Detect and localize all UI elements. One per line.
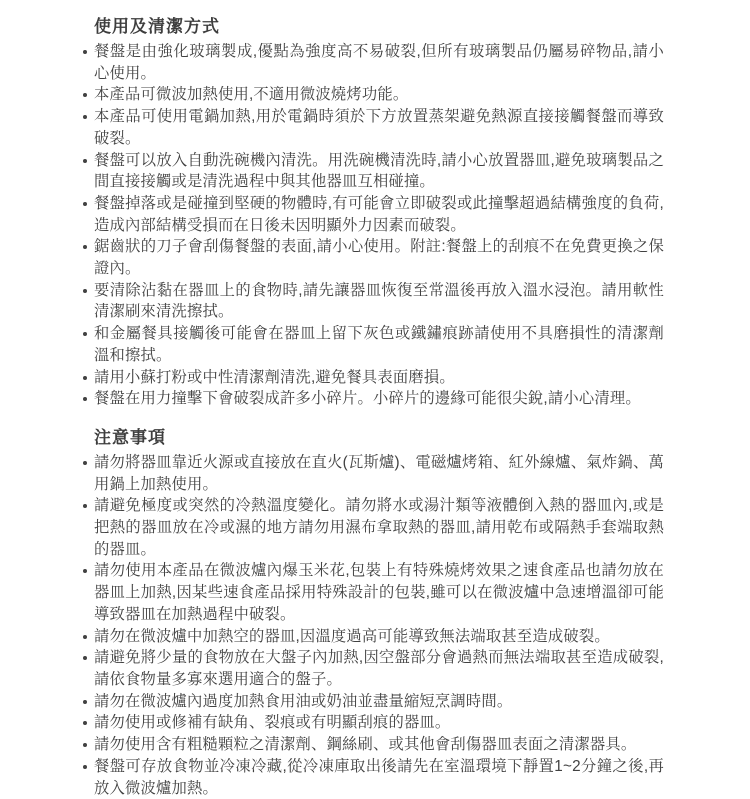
list-item: 請用小蘇打粉或中性清潔劑清洗,避免餐具表面磨損。 <box>94 367 664 389</box>
section-title-cautions: 注意事項 <box>94 427 166 447</box>
usage-cleaning-list <box>94 41 664 410</box>
list-item: 餐盤是由強化玻璃製成,優點為強度高不易破裂,但所有玻璃製品仍屬易碎物品,請小心使用。 <box>94 41 664 84</box>
list-item: 餐盤掉落或是碰撞到堅硬的物體時,有可能會立即破裂或此撞擊超過結構強度的負荷,造成內部結構受損而在日後未因明顯外力因素而破裂。 <box>94 193 664 236</box>
cautions-list <box>94 452 664 799</box>
list-item: 餐盤可存放食物並冷凍冷藏,從冷凍庫取出後請先在室溫環境下靜置1~2分鐘之後,再放入微波爐加熱。 <box>94 756 664 799</box>
list-item: 本產品可微波加熱使用,不適用微波燒烤功能。 <box>94 84 664 106</box>
list-item: 請勿使用含有粗糙顆粒之清潔劑、鋼絲刷、或其他會刮傷器皿表面之清潔器具。 <box>94 734 664 756</box>
list-item: 請勿使用本產品在微波爐內爆玉米花,包裝上有特殊燒烤效果之速食產品也請勿放在器皿上加熱,因某些速食產品採用特殊設計的包裝,雖可以在微波爐中急速增溫卻可能導致器皿在加熱過程中破裂。 <box>94 560 664 625</box>
list-item: 請勿使用或修補有缺角、裂痕或有明顯刮痕的器皿。 <box>94 712 664 734</box>
list-item: 本產品可使用電鍋加熱,用於電鍋時須於下方放置蒸架避免熱源直接接觸餐盤而導致破裂。 <box>94 106 664 149</box>
list-item: 要清除沾黏在器皿上的食物時,請先讓器皿恢復至常溫後再放入溫水浸泡。請用軟性清潔刷來清洗擦拭。 <box>94 280 664 323</box>
list-item: 請勿將器皿靠近火源或直接放在直火(瓦斯爐)、電磁爐烤箱、紅外線爐、氣炸鍋、萬用鍋上加熱使用。 <box>94 452 664 495</box>
list-item: 請勿在微波爐內過度加熱食用油或奶油並盡量縮短烹調時間。 <box>94 691 664 713</box>
list-item: 鋸齒狀的刀子會刮傷餐盤的表面,請小心使用。附註:餐盤上的刮痕不在免費更換之保證內。 <box>94 236 664 279</box>
list-item: 請勿在微波爐中加熱空的器皿,因溫度過高可能導致無法端取甚至造成破裂。 <box>94 626 664 648</box>
list-item: 請避免極度或突然的冷熱溫度變化。請勿將水或湯汁類等液體倒入熱的器皿內,或是把熱的器皿放在冷或濕的地方請勿用濕布拿取熱的器皿,請用乾布或隔熱手套端取熱的器皿。 <box>94 495 664 560</box>
list-item: 餐盤可以放入自動洗碗機內清洗。用洗碗機清洗時,請小心放置器皿,避免玻璃製品之間直接接觸或是清洗過程中與其他器皿互相碰撞。 <box>94 150 664 193</box>
section-title-usage-and-cleaning: 使用及清潔方式 <box>94 17 220 36</box>
list-item: 餐盤在用力撞擊下會破裂成許多小碎片。小碎片的邊緣可能很尖銳,請小心清理。 <box>94 388 664 410</box>
list-item: 請避免將少量的食物放在大盤子內加熱,因空盤部分會過熱而無法端取甚至造成破裂,請依食物量多寡來選用適合的盤子。 <box>94 647 664 690</box>
list-item: 和金屬餐具接觸後可能會在器皿上留下灰色或鐵鏽痕跡請使用不具磨損性的清潔劑溫和擦拭。 <box>94 323 664 366</box>
section-usage-and-cleaning <box>94 14 664 410</box>
section-cautions <box>94 425 664 799</box>
